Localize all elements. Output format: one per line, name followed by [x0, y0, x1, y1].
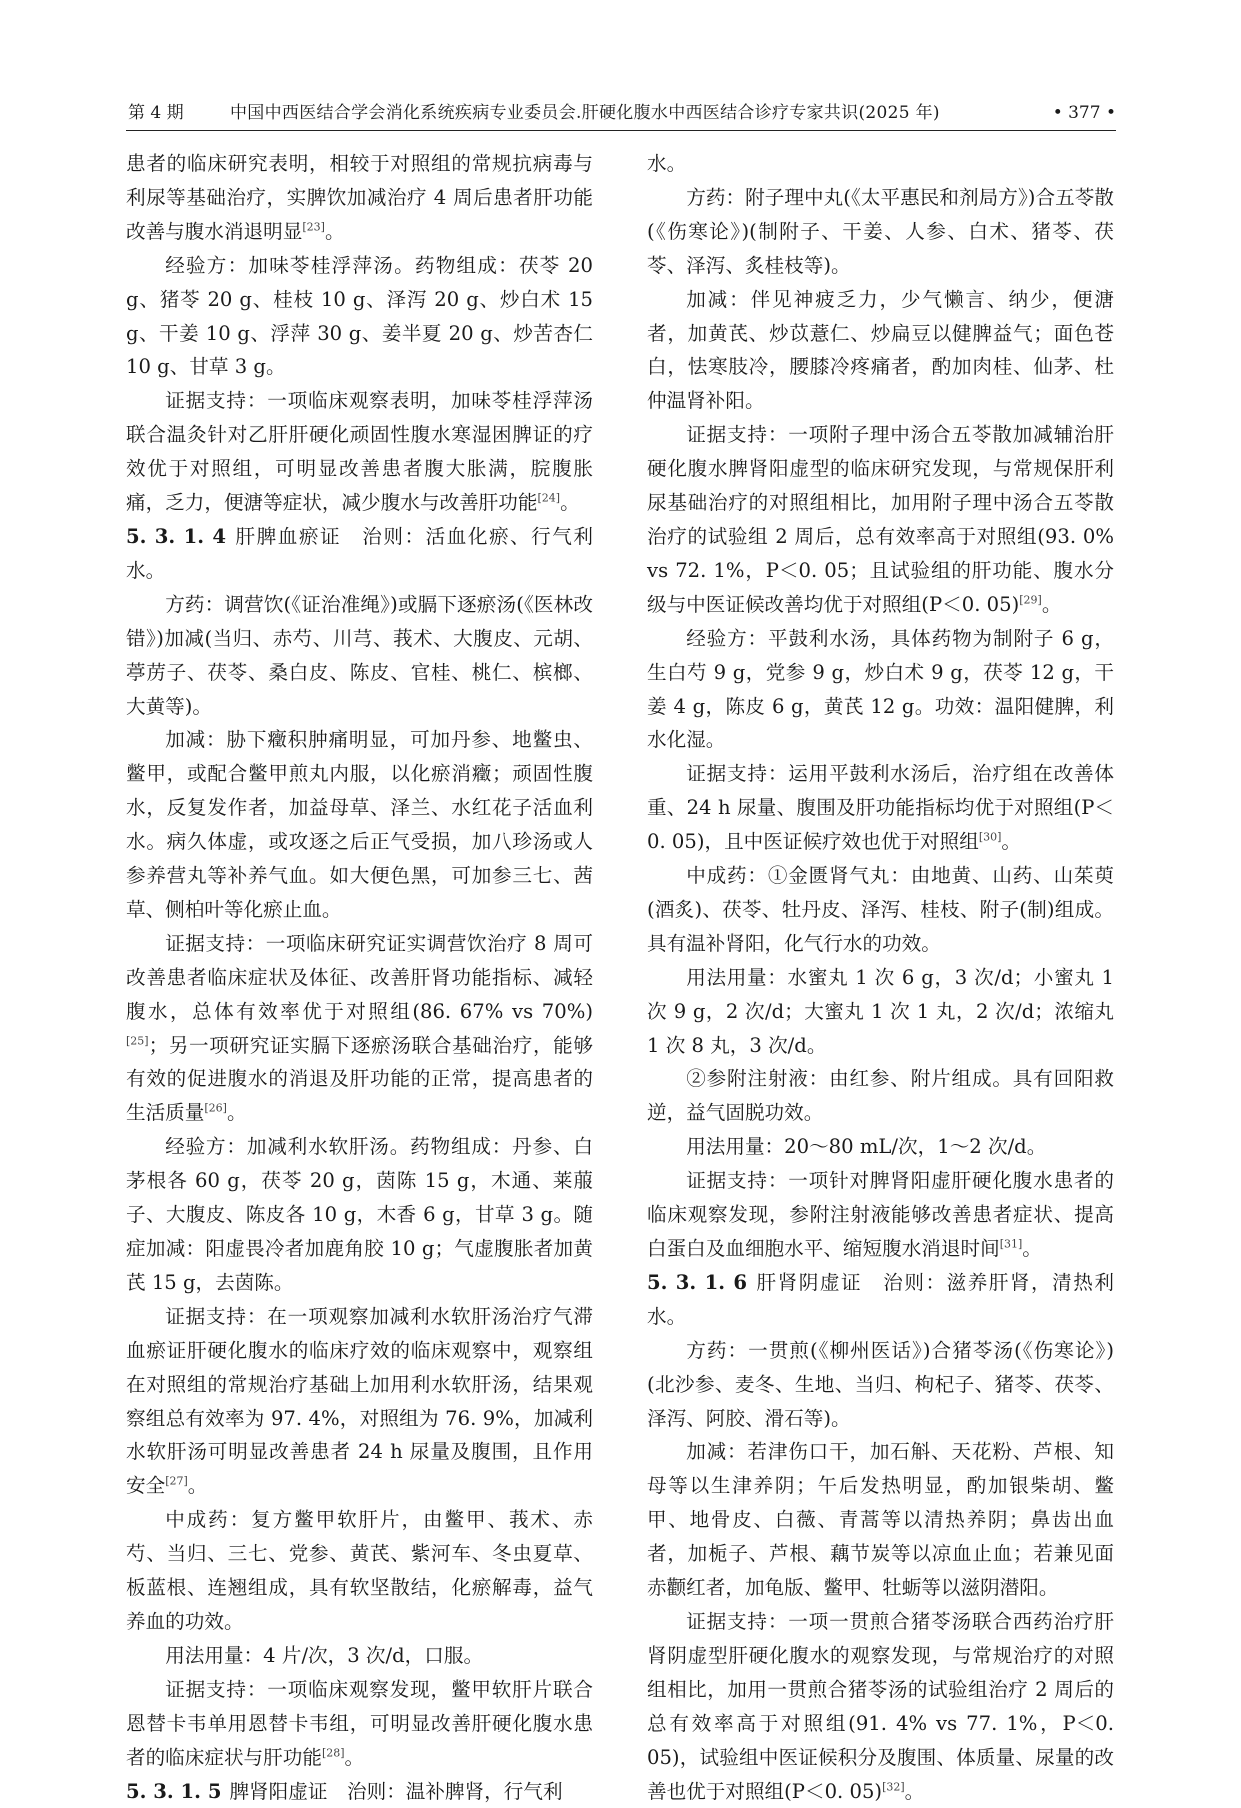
paragraph: 中成药：①金匮肾气丸：由地黄、山药、山茱萸(酒炙)、茯苓、牡丹皮、泽泻、桂枝、附子(制)组成。具有温补肾阳，化气行水的功效。	[647, 859, 1114, 961]
citation-ref: [24]	[537, 492, 560, 505]
paragraph: 中成药：复方鳖甲软肝片，由鳖甲、莪术、赤芍、当归、三七、党参、黄芪、紫河车、冬虫夏草、板蓝根、连翘组成，具有软坚散结，化瘀解毒，益气养血的功效。	[126, 1503, 593, 1639]
running-header	[126, 100, 1116, 131]
citation-ref: [30]	[979, 831, 1002, 844]
citation-ref: [28]	[322, 1746, 345, 1759]
citation-ref: [32]	[882, 1780, 905, 1793]
left-column	[126, 147, 593, 1808]
section-number: 5. 3. 1. 4	[126, 525, 226, 548]
paragraph: 用法用量：水蜜丸 1 次 6 g，3 次/d；小蜜丸 1 次 9 g，2 次/d；大蜜丸 1 次 1 丸，2 次/d；浓缩丸 1 次 8 丸，3 次/d。	[647, 961, 1114, 1063]
paragraph: 证据支持：一项一贯煎合猪苓汤联合西药治疗肝肾阴虚型肝硬化腹水的观察发现，与常规治疗的对照组相比，加用一贯煎合猪苓汤的试验组治疗 2 周后的总有效率高于对照组(91. 4% vs 77. 1%，P＜0. 05)，试验组中医证候积分及腹围、体质量、尿量的改善也优于对照组(P＜0. 05)[32]。	[647, 1605, 1114, 1808]
paragraph: 证据支持：一项临床观察表明，加味苓桂浮萍汤联合温灸针对乙肝肝硬化顽固性腹水寒湿困脾证的疗效优于对照组，可明显改善患者腹大胀满，脘腹胀痛，乏力，便溏等症状，减少腹水与改善肝功能[24]。	[126, 384, 593, 520]
section-number: 5. 3. 1. 5	[126, 1780, 221, 1803]
paragraph: 方药：附子理中丸(《太平惠民和剂局方》)合五苓散(《伤寒论》)(制附子、干姜、人参、白术、猪苓、茯苓、泽泻、炙桂枝等)。	[647, 181, 1114, 283]
paragraph: 经验方：加减利水软肝汤。药物组成：丹参、白茅根各 60 g，茯苓 20 g，茵陈 15 g，木通、莱菔子、大腹皮、陈皮各 10 g，木香 6 g，甘草 3 g。随症加减：阳虚畏冷者加鹿角胶 10 g；气虚腹胀者加黄芪 15 g，去茵陈。	[126, 1130, 593, 1300]
paragraph: 证据支持：一项临床观察发现，鳖甲软肝片联合恩替卡韦单用恩替卡韦组，可明显改善肝硬化腹水患者的临床症状与肝功能[28]。	[126, 1673, 593, 1775]
section-heading	[126, 1775, 593, 1808]
paragraph: 用法用量：4 片/次，3 次/d，口服。	[126, 1639, 593, 1673]
paragraph: 经验方：加味苓桂浮萍汤。药物组成：茯苓 20 g、猪苓 20 g、桂枝 10 g、泽泻 20 g、炒白术 15 g、干姜 10 g、浮萍 30 g、姜半夏 20 g、炒苦杏仁 10 g、甘草 3 g。	[126, 249, 593, 385]
citation-ref: [31]	[1000, 1237, 1023, 1250]
paragraph: 水。	[647, 147, 1114, 181]
paragraph: ②参附注射液：由红参、附片组成。具有回阳救逆，益气固脱功效。	[647, 1062, 1114, 1130]
paragraph: 经验方：平鼓利水汤，具体药物为制附子 6 g，生白芍 9 g，党参 9 g，炒白术 9 g，茯苓 12 g，干姜 4 g，陈皮 6 g，黄芪 12 g。功效：温阳健脾，利水化湿。	[647, 622, 1114, 758]
section-heading	[126, 520, 593, 588]
paragraph: 证据支持：运用平鼓利水汤后，治疗组在改善体重、24 h 尿量、腹围及肝功能指标均优于对照组(P＜0. 05)，且中医证候疗效也优于对照组[30]。	[647, 757, 1114, 859]
paragraph: 方药：调营饮(《证治准绳》)或膈下逐瘀汤(《医林改错》)加减(当归、赤芍、川芎、莪术、大腹皮、元胡、葶苈子、茯苓、桑白皮、陈皮、官桂、桃仁、槟榔、大黄等)。	[126, 588, 593, 724]
section-title: 肝脾血瘀证 治则：活血化瘀、行气利水。	[126, 525, 593, 582]
page-number: • 377 •	[1053, 100, 1116, 126]
right-column	[647, 147, 1114, 1808]
section-title: 肝肾阴虚证 治则：滋养肝肾，清热利水。	[647, 1271, 1114, 1328]
section-heading	[647, 1266, 1114, 1334]
journal-running-title: 中国中西医结合学会消化系统疾病专业委员会.肝硬化腹水中西医结合诊疗专家共识(2025 年)	[230, 100, 940, 126]
paragraph: 加减：伴见神疲乏力，少气懒言、纳少，便溏者，加黄芪、炒苡薏仁、炒扁豆以健脾益气；面色苍白，怯寒肢冷，腰膝冷疼痛者，酌加肉桂、仙茅、杜仲温肾补阳。	[647, 283, 1114, 419]
paragraph: 用法用量：20～80 mL/次，1～2 次/d。	[647, 1130, 1114, 1164]
citation-ref: [23]	[302, 220, 325, 233]
citation-ref: [26]	[204, 1102, 227, 1115]
section-title: 脾肾阳虚证 治则：温补脾肾，行气利	[229, 1780, 562, 1803]
citation-ref: [25]	[126, 1034, 149, 1047]
paragraph: 加减：胁下癥积肿痛明显，可加丹参、地鳖虫、鳖甲，或配合鳖甲煎丸内服，以化瘀消癥；顽固性腹水，反复发作者，加益母草、泽兰、水红花子活血利水。病久体虚，或攻逐之后正气受损，加八珍汤或人参养营丸等补养气血。如大便色黑，可加参三七、茜草、侧柏叶等化瘀止血。	[126, 723, 593, 926]
paragraph: 证据支持：一项附子理中汤合五苓散加减辅治肝硬化腹水脾肾阳虚型的临床研究发现，与常规保肝利尿基础治疗的对照组相比，加用附子理中汤合五苓散治疗的试验组 2 周后，总有效率高于对照组(93. 0% vs 72. 1%，P＜0. 05；且试验组的肝功能、腹水分级与中医证候改善均优于对照组(P＜0. 05)[29]。	[647, 418, 1114, 621]
issue-number: 第 4 期	[128, 100, 184, 126]
citation-ref: [29]	[1019, 593, 1042, 606]
section-number: 5. 3. 1. 6	[647, 1271, 747, 1294]
paragraph: 证据支持：在一项观察加减利水软肝汤治疗气滞血瘀证肝硬化腹水的临床疗效的临床观察中，观察组在对照组的常规治疗基础上加用利水软肝汤，结果观察组总有效率为 97. 4%，对照组为 76. 9%，加减利水软肝汤可明显改善患者 24 h 尿量及腹围，且作用安全[27]。	[126, 1300, 593, 1503]
citation-ref: [27]	[165, 1475, 188, 1488]
paragraph: 证据支持：一项临床研究证实调营饮治疗 8 周可改善患者临床症状及体征、改善肝肾功能指标、减轻腹水，总体有效率优于对照组(86. 67% vs 70%)[25]；另一项研究证实膈下逐瘀汤联合基础治疗，能够有效的促进腹水的消退及肝功能的正常，提高患者的生活质量[26]。	[126, 927, 593, 1130]
paragraph: 方药：一贯煎(《柳州医话》)合猪苓汤(《伤寒论》)(北沙参、麦冬、生地、当归、枸杞子、猪苓、茯苓、泽泻、阿胶、滑石等)。	[647, 1334, 1114, 1436]
paragraph: 证据支持：一项针对脾肾阳虚肝硬化腹水患者的临床观察发现，参附注射液能够改善患者症状、提高白蛋白及血细胞水平、缩短腹水消退时间[31]。	[647, 1164, 1114, 1266]
paragraph: 患者的临床研究表明，相较于对照组的常规抗病毒与利尿等基础治疗，实脾饮加减治疗 4 周后患者肝功能改善与腹水消退明显[23]。	[126, 147, 593, 249]
paragraph: 加减：若津伤口干，加石斛、天花粉、芦根、知母等以生津养阴；午后发热明显，酌加银柴胡、鳖甲、地骨皮、白薇、青蒿等以清热养阴；鼻齿出血者，加栀子、芦根、藕节炭等以凉血止血；若兼见面赤颧红者，加龟版、鳖甲、牡蛎等以滋阴潜阳。	[647, 1435, 1114, 1605]
